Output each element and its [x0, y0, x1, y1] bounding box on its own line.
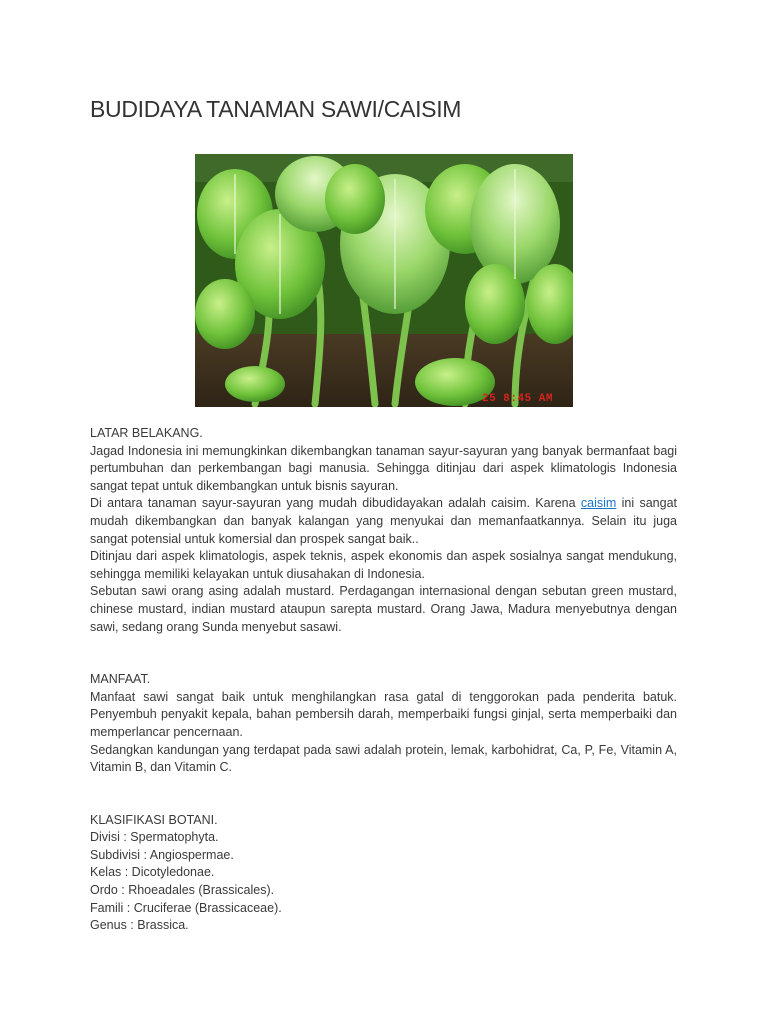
section-spacer — [90, 777, 677, 812]
paragraph: Ditinjau dari aspek klimatologis, aspek teknis, aspek ekonomis dan aspek sosialnya sangat mendukung, sehingga memiliki kelayakan untuk diusahakan di Indonesia. — [90, 549, 677, 581]
sawi-plants-photo — [195, 154, 573, 407]
paragraph: Sebutan sawi orang asing adalah mustard. Perdagangan internasional dengan sebutan green mustard, chinese mustard, indian mustard ataupun sarepta mustard. Orang Jawa, Madura menyebutnya dengan sawi, sedang orang Sunda menyebut sasawi. — [90, 584, 677, 634]
classification-line: Famili : Cruciferae (Brassicaceae). — [90, 900, 282, 915]
article-body — [90, 425, 677, 935]
section-heading-manfaat: MANFAAT. — [90, 672, 151, 687]
text-span: ini sangat mudah dikembangkan dan banyak kalangan yang menyukai dan memanfaatkannya. Selain itu juga sangat potensial untuk komersial dan prospek sangat baik.. — [90, 496, 677, 546]
plant-illustration — [195, 154, 573, 407]
classification-line: Genus : Brassica. — [90, 918, 189, 933]
paragraph — [90, 495, 677, 548]
classification-line: Divisi : Spermatophyta. — [90, 830, 219, 845]
page-title: BUDIDAYA TANAMAN SAWI/CAISIM — [90, 96, 462, 122]
paragraph: Manfaat sawi sangat baik untuk menghilangkan rasa gatal di tenggorokan pada penderita batuk. Penyembuh penyakit kepala, bahan pembersih darah, memperbaiki fungsi ginjal, serta memperbaiki dan memperlancar pencernaan. — [90, 689, 677, 739]
section-heading-klasifikasi: KLASIFIKASI BOTANI. — [90, 812, 218, 827]
caisim-link[interactable]: caisim — [580, 496, 617, 511]
text-span: Di antara tanaman sayur-sayuran yang mudah dibudidayakan adalah caisim. Karena — [90, 496, 581, 511]
section-heading-latar: LATAR BELAKANG. — [90, 426, 203, 440]
section-spacer — [90, 636, 677, 671]
paragraph: Jagad Indonesia ini memungkinkan dikembangkan tanaman sayur-sayuran yang banyak bermanfaat bagi pertumbuhan dan perkembangan bagi manusia. Sehingga ditinjau dari aspek klimatologis Indonesia sangat tepat untuk dikembangkan untuk bisnis sayuran. — [90, 443, 677, 493]
classification-line: Ordo : Rhoeadales (Brassicales). — [90, 883, 275, 898]
photo-timestamp: 25 8:45 AM — [481, 393, 553, 405]
classification-line: Kelas : Dicotyledonae. — [90, 865, 215, 880]
classification-line: Subdivisi : Angiospermae. — [90, 847, 234, 862]
paragraph: Sedangkan kandungan yang terdapat pada sawi adalah protein, lemak, karbohidrat, Ca, P, Fe, Vitamin A, Vitamin B, dan Vitamin C. — [90, 742, 677, 775]
